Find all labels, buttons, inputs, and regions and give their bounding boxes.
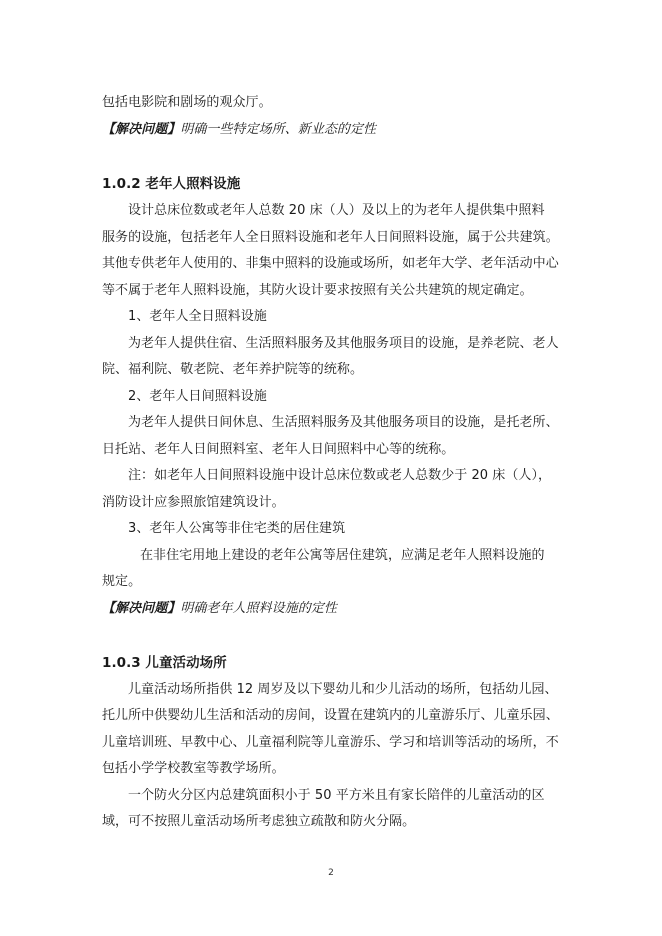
text-line: 包括小学学校教室等教学场所。: [102, 761, 285, 776]
text-line: 为老年人提供日间休息、生活照料服务及其他服务项目的设施，是托老所、: [128, 415, 559, 430]
text-line: 规定。: [102, 574, 142, 589]
text-line: 注：如老年人日间照料设施中设计总床位数或老人总数少于 20 床（人），: [128, 468, 552, 483]
text-line: 等不属于老年人照料设施，其防火设计要求按照有关公共建筑的规定确定。: [102, 283, 533, 298]
text-line: 包括电影院和剧场的观众厅。: [102, 95, 272, 110]
text-line: 一个防火分区内总建筑面积小于 50 平方米且有家长陪伴的儿童活动的区: [128, 788, 545, 803]
text-line: 日托站、老年人日间照料室、老年人日间照料中心等的统称。: [102, 442, 455, 457]
section-heading-1-0-2: 1.0.2 老年人照料设施: [102, 176, 241, 192]
problem-note: [102, 122, 376, 138]
note-text: 明确一些特定场所、新业态的定性: [180, 122, 377, 137]
text-line: 在非住宅用地上建设的老年公寓等居住建筑，应满足老年人照料设施的: [140, 548, 545, 563]
list-item-heading: 3、老年人公寓等非住宅类的居住建筑: [128, 521, 346, 536]
text-line: 设计总床位数或老年人总数 20 床（人）及以上的为老年人提供集中照料: [128, 203, 545, 218]
problem-note: [102, 601, 337, 617]
text-line: 儿童培训班、早教中心、儿童福利院等儿童游乐、学习和培训等活动的场所，不: [102, 735, 559, 750]
text-line: 服务的设施，包括老年人全日照料设施和老年人日间照料设施，属于公共建筑。: [102, 230, 559, 245]
text-line: 托儿所中供婴幼儿生活和活动的房间，设置在建筑内的儿童游乐厅、儿童乐园、: [102, 708, 559, 723]
text-line: 其他专供老年人使用的、非集中照料的设施或场所，如老年大学、老年活动中心: [102, 256, 559, 271]
list-item-heading: 1、老年人全日照料设施: [128, 309, 267, 324]
list-item-heading: 2、老年人日间照料设施: [128, 389, 267, 404]
section-heading-1-0-3: 1.0.3 儿童活动场所: [102, 655, 227, 671]
text-line: 消防设计应参照旅馆建筑设计。: [102, 495, 285, 510]
page-number: 2: [328, 868, 334, 878]
text-line: 儿童活动场所指供 12 周岁及以下婴幼儿和少儿活动的场所，包括幼儿园、: [128, 682, 558, 697]
text-line: 域，可不按照儿童活动场所考虑独立疏散和防火分隔。: [102, 814, 416, 829]
text-line: 为老年人提供住宿、生活照料服务及其他服务项目的设施，是养老院、老人: [128, 336, 559, 351]
text-line: 院、福利院、敬老院、老年养护院等的统称。: [102, 362, 364, 377]
note-text: 明确老年人照料设施的定性: [180, 601, 337, 616]
note-tag: 【解决问题】: [102, 122, 181, 137]
note-tag: 【解决问题】: [102, 601, 181, 616]
